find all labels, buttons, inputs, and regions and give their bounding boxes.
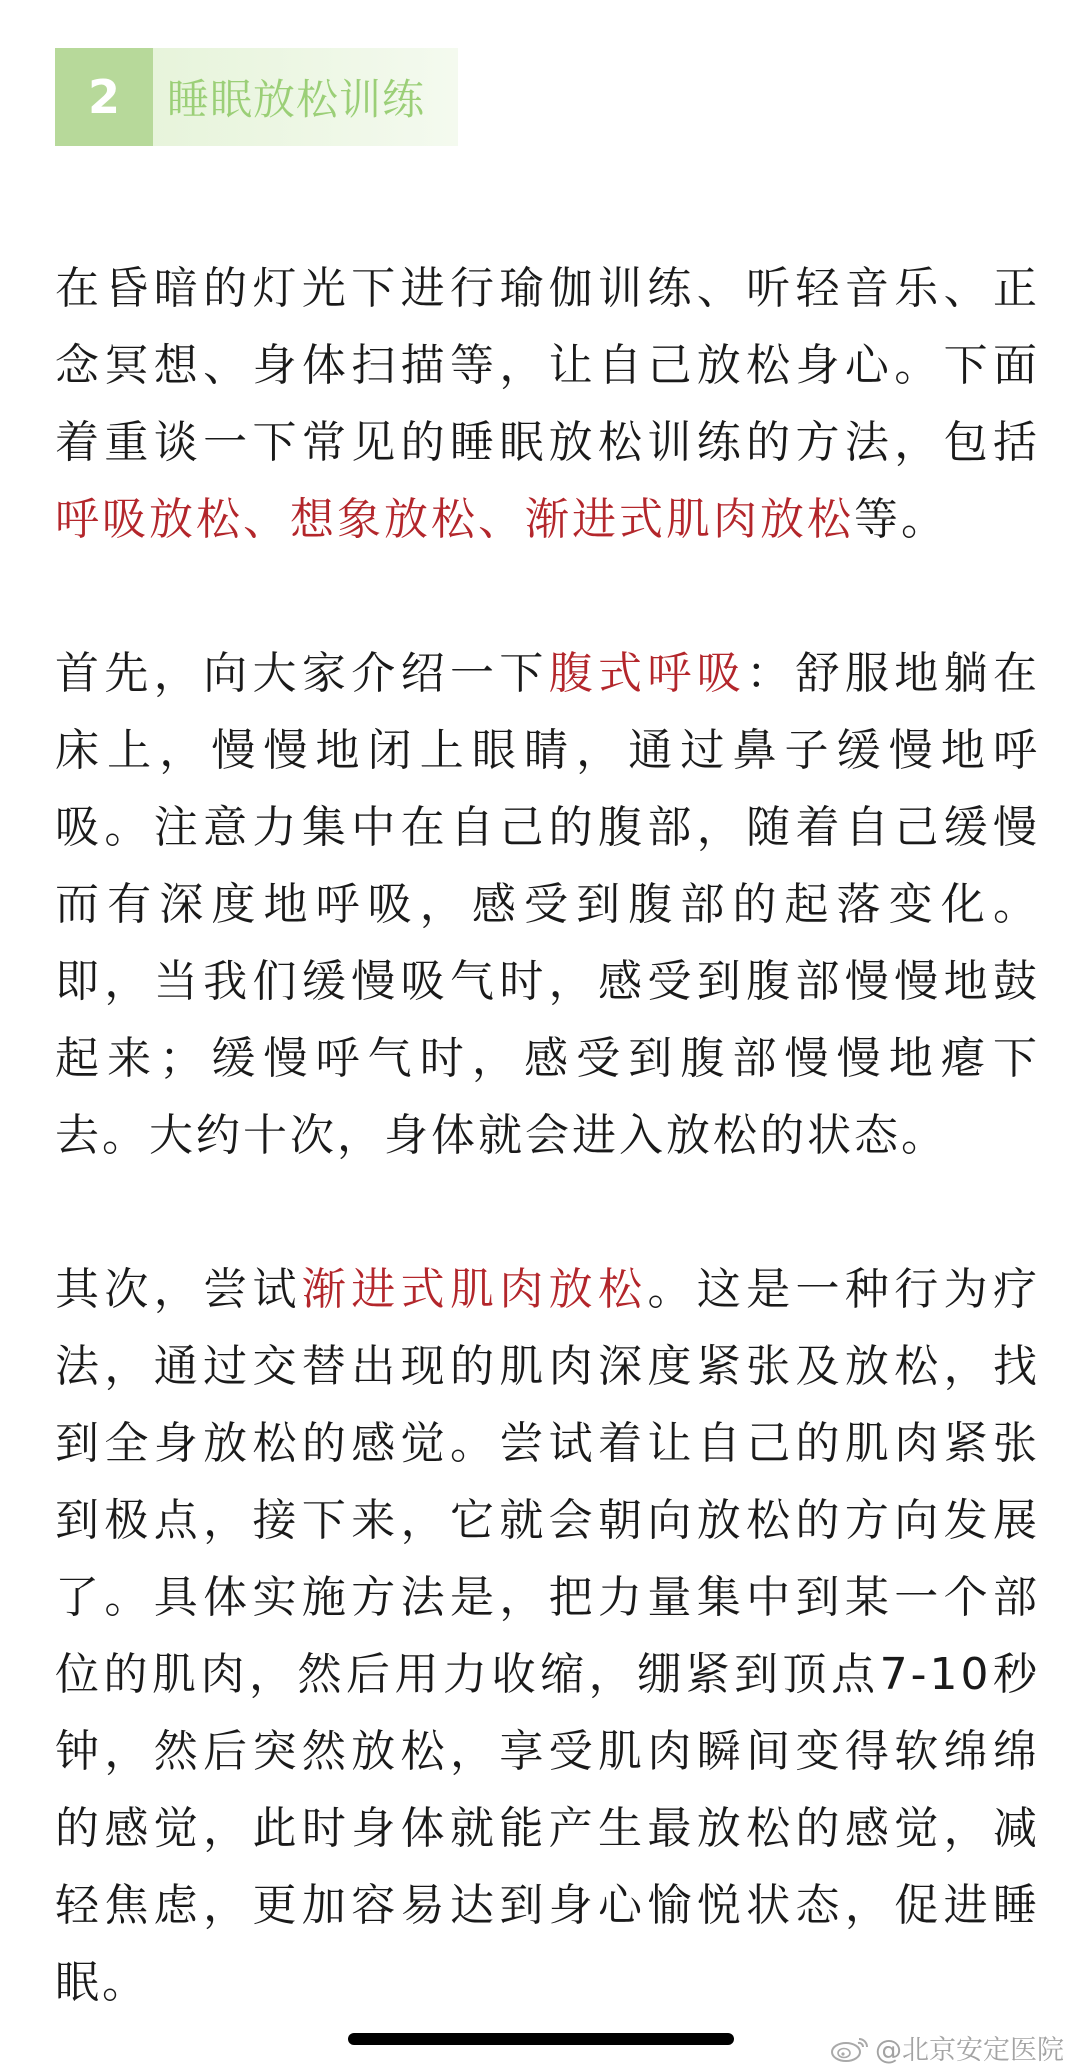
paragraph-text: 在昏暗的灯光下进行瑜伽训练、听轻音乐、正念冥想、身体扫描等，让自己放松身心。下面着重谈一下常见的睡眠放松训练的方法，包括 [55, 263, 1040, 468]
paragraph-text: ：舒服地躺在床上，慢慢地闭上眼睛，通过鼻子缓慢地呼吸。注意力集中在自己的腹部，随着自己缓慢而有深度地呼吸，感受到腹部的起落变化。即，当我们缓慢吸气时，感受到腹部慢慢地鼓起来；缓慢呼气时，感受到腹部慢慢地瘪下去。大约十次，身体就会进入放松的状态。 [55, 648, 1041, 1161]
paragraph-text: 等。 [854, 494, 948, 545]
paragraph-intro [55, 250, 1040, 558]
section-heading [55, 48, 458, 146]
section-number: 2 [55, 48, 153, 146]
paragraph-muscle-relaxation [55, 1251, 1040, 2021]
highlight-relaxation-methods: 呼吸放松、想象放松、渐进式肌肉放松 [55, 494, 854, 545]
home-indicator[interactable] [348, 2033, 734, 2045]
paragraph-text: 。这是一种行为疗法，通过交替出现的肌肉深度紧张及放松，找到全身放松的感觉。尝试着让自己的肌肉紧张到极点，接下来，它就会朝向放松的方向发展了。具体实施方法是，把力量集中到某一个部位的肌肉，然后用力收缩，绷紧到顶点7-10秒钟，然后突然放松，享受肌肉瞬间变得软绵绵的感觉，此时身体就能产生最放松的感觉，减轻焦虑，更加容易达到身心愉悦状态，促进睡眠。 [55, 1264, 1041, 2008]
highlight-abdominal-breathing: 腹式呼吸 [548, 648, 747, 699]
paragraph-abdominal-breathing [55, 635, 1040, 1174]
watermark [829, 2028, 1064, 2067]
article-body [55, 250, 1040, 2021]
weibo-icon [829, 2033, 871, 2063]
section-title-box [153, 48, 458, 146]
paragraph-text: 其次，尝试 [55, 1264, 302, 1315]
section-title: 睡眠放松训练 [167, 75, 426, 124]
highlight-progressive-muscle-relaxation: 渐进式肌肉放松 [301, 1264, 648, 1315]
paragraph-text: 首先，向大家介绍一下 [55, 648, 549, 699]
watermark-text: @北京安定医院 [875, 2035, 1064, 2066]
